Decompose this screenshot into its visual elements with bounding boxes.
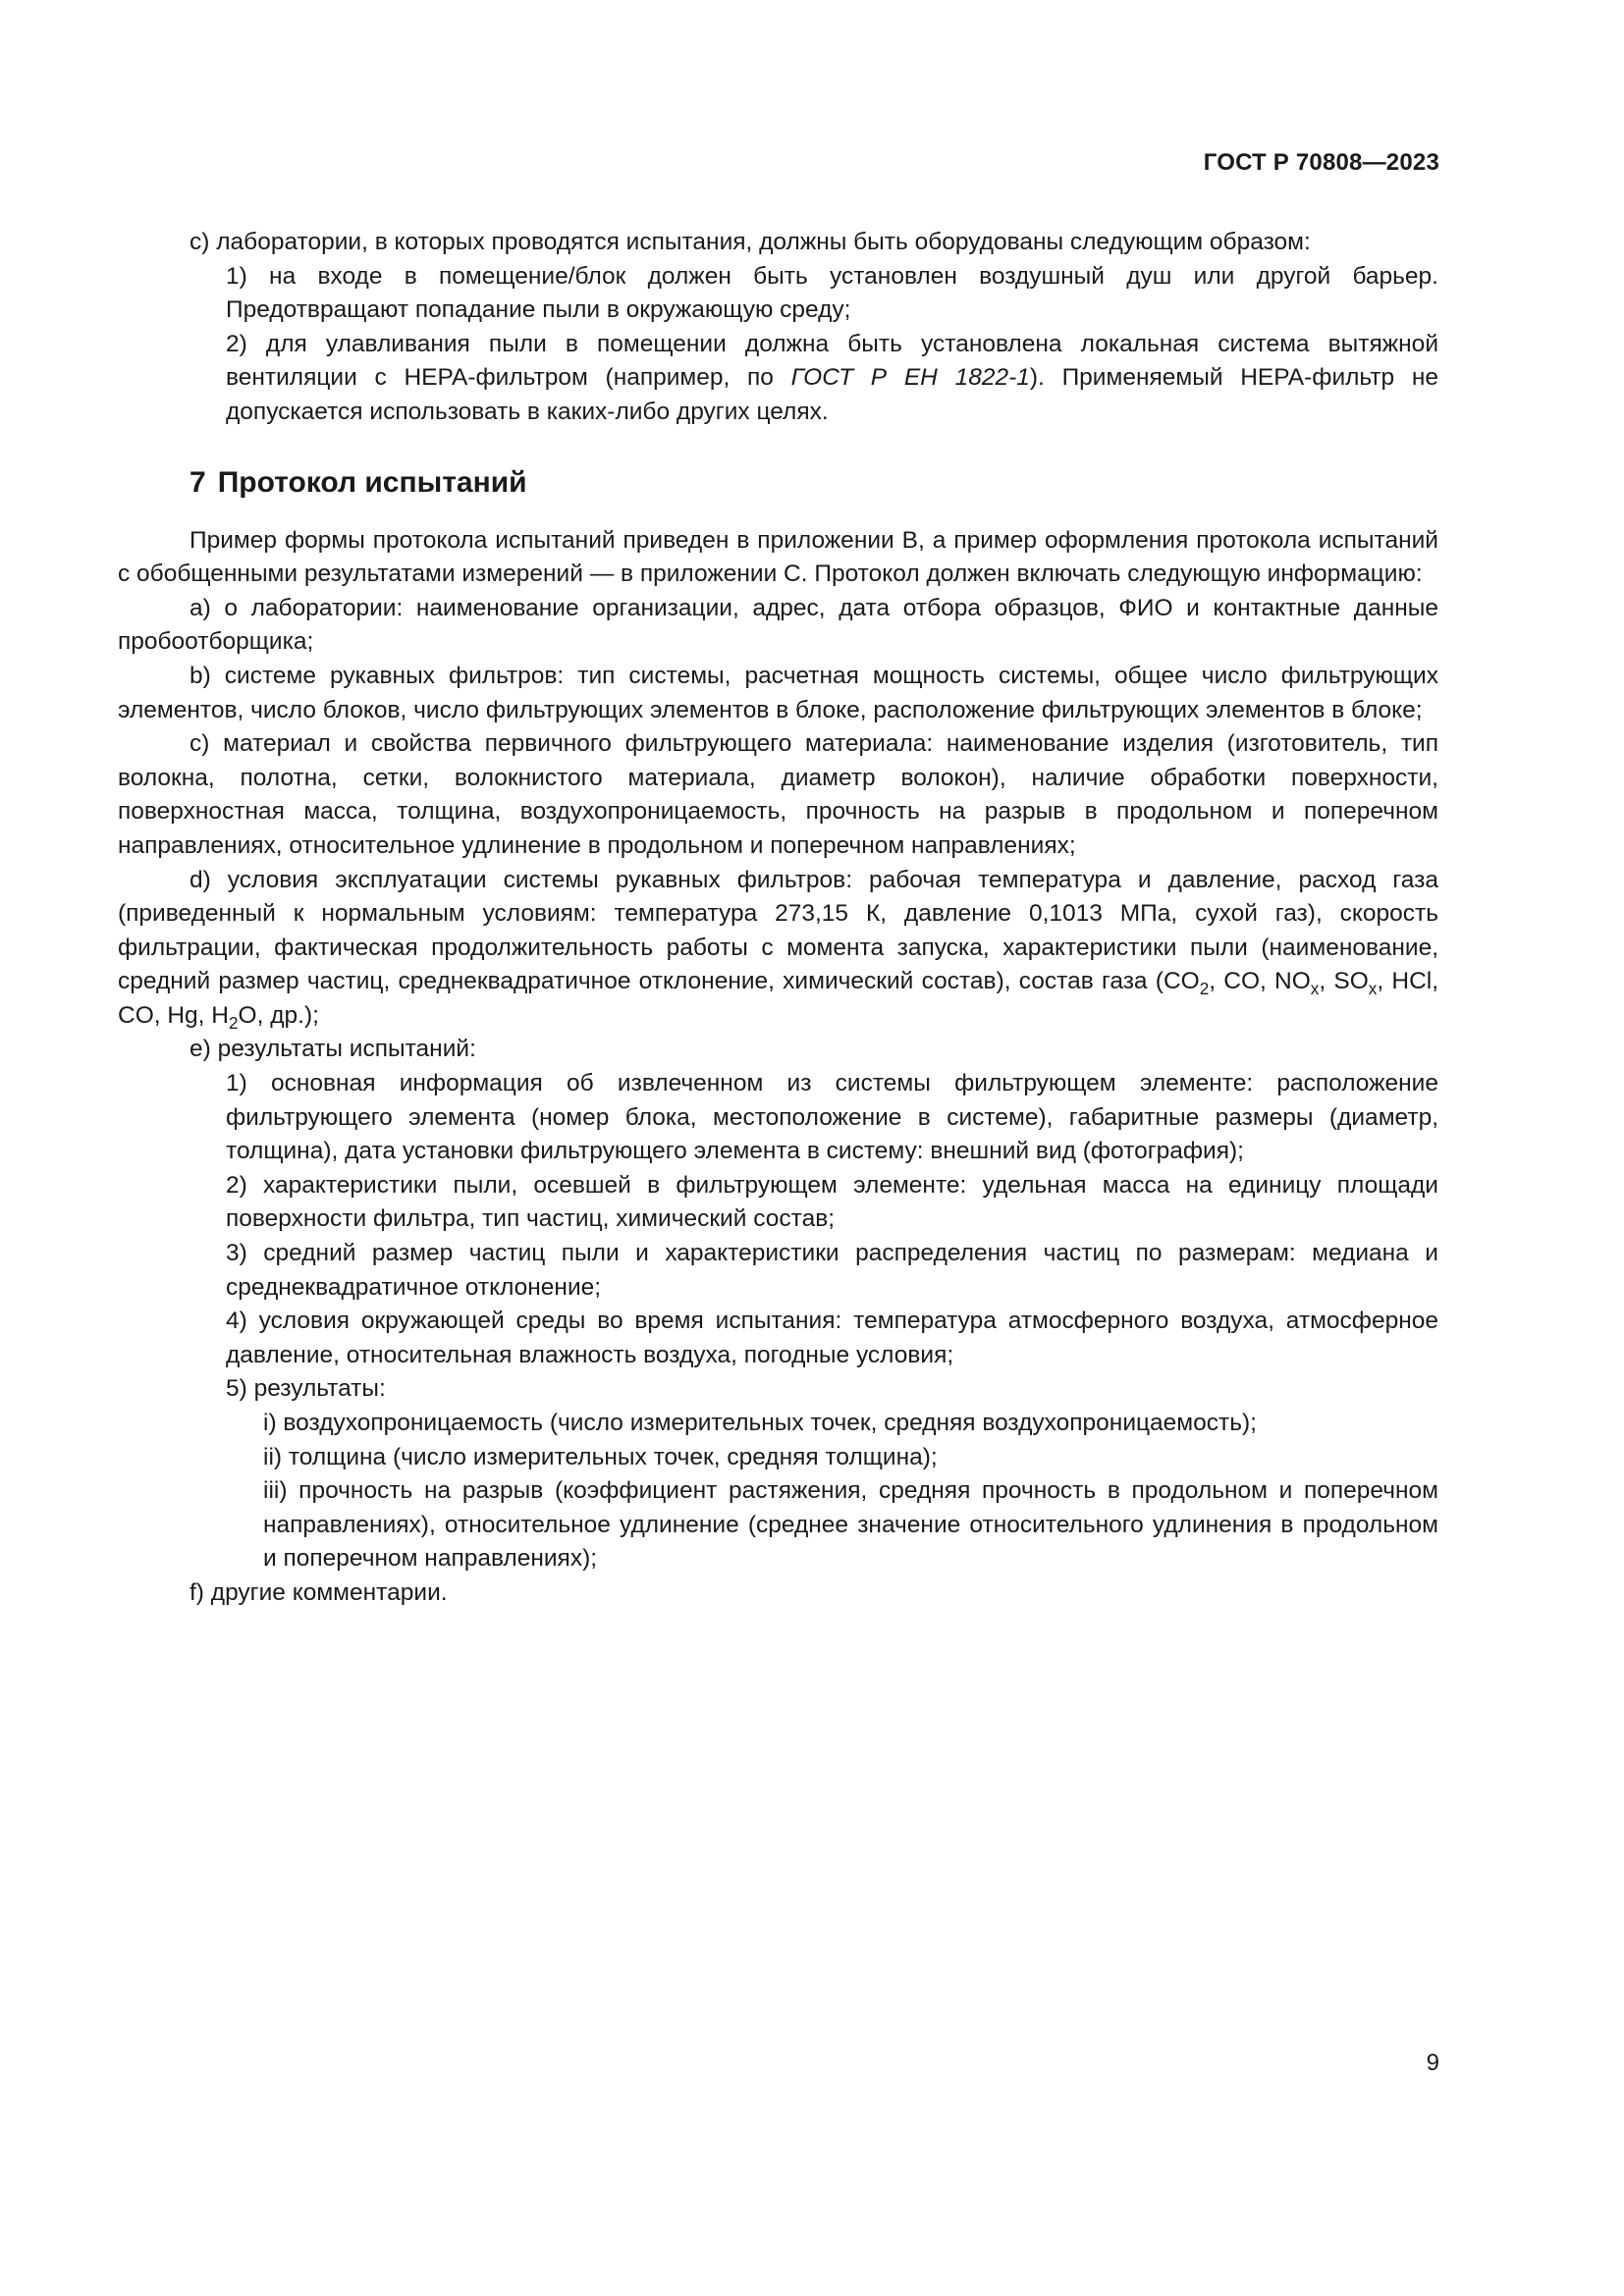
item-e3: 3) средний размер частиц пыли и характеристики распределения частиц по размерам: медиана и среднеквадратичное отклонение; — [226, 1240, 1438, 1301]
item-label: c) — [189, 229, 210, 255]
item-c1-air-shower: 1) на входе в помещение/блок должен быть установлен воздушный душ или другой барьер. Предотвращают попадание пыли в окружающую среду; — [226, 262, 1438, 324]
page-number: 9 — [1426, 2050, 1439, 2076]
page-content — [118, 226, 1438, 1611]
item-b: b) системе рукавных фильтров: тип системы, расчетная мощность системы, общее число фильтрующих элементов, число блоков, число фильтрующих элементов в блоке, расположение фильтрующих элементов в блоке; — [118, 662, 1438, 723]
item-d: d) условия эксплуатации системы рукавных фильтров: рабочая температура и давление, расход газа (приведенный к нормальным условиям: температура 273,15 К, давление 0,1013 МПа, сухой газ), скорость фильтрации, фактическая продолжительность работы с момента запуска, характеристики пыли (наименование, средний размер частиц, среднеквадратичное отклонение, химический состав), состав газа ($CO_2$, CO, $NO_x$, $SO_x$, HCl, CO, Hg, $H_2O$, др.); — [118, 866, 1439, 1033]
paragraph-intro: Пример формы протокола испытаний приведен в приложении B, а пример оформления протокола испытаний с обобщенными результатами измерений — в приложении C. Протокол должен включать следующую информацию: — [118, 526, 1438, 588]
item-e2: 2) характеристики пыли, осевшей в фильтрующем элементе: удельная масса на единицу площади поверхности фильтра, тип частиц, химический состав; — [226, 1171, 1438, 1233]
item-e1: 1) основная информация об извлеченном из системы фильтрующем элементе: расположение фильтрующего элемента (номер блока, местоположение в системе), габаритные размеры (диаметр, толщина), дата установки фильтрующего элемента в систему: внешний вид (фотография); — [226, 1070, 1438, 1165]
item-e5-ii: ii) толщина (число измерительных точек, средняя толщина); — [263, 1443, 938, 1470]
document-id-header: ГОСТ Р 70808—2023 — [1203, 149, 1439, 176]
section-number: 7 — [189, 465, 206, 499]
item-e: e) результаты испытаний: — [189, 1036, 476, 1063]
section-heading — [118, 463, 1438, 503]
item-a: a) о лаборатории: наименование организации, адрес, дата отбора образцов, ФИО и контактные данные пробоотборщика; — [118, 594, 1438, 656]
section-title: Протокол испытаний — [217, 465, 527, 499]
item-f: f) другие комментарии. — [189, 1578, 448, 1606]
item-e5-iii: iii) прочность на разрыв (коэффициент растяжения, средняя прочность в продольном и поперечном направлениях), относительное удлинение (среднее значение относительного удлинения в продольном и поперечном направлениях); — [263, 1477, 1438, 1573]
item-text: лаборатории, в которых проводятся испытания, должны быть оборудованы следующим образом: — [216, 229, 1311, 255]
item-e4: 4) условия окружающей среды во время испытания: температура атмосферного воздуха, атмосферное давление, относительная влажность воздуха, погодные условия; — [226, 1308, 1438, 1368]
item-e5: 5) результаты: — [226, 1375, 386, 1403]
item-c: c) материал и свойства первичного фильтрующего материала: наименование изделия (изготовитель, тип волокна, полотна, сетки, волокнистого материала, диаметр волокон), наличие обработки поверхности, поверхностная масса, толщина, воздухопроницаемость, прочность на разрыв в продольном и поперечном направлениях, относительное удлинение в продольном и поперечном направлениях; — [118, 730, 1438, 859]
item-c-lab-equipment — [118, 226, 1438, 260]
item-e5-i: i) воздухопроницаемость (число измерительных точек, средняя воздухопроницаемость); — [263, 1410, 1257, 1436]
item-c2-ventilation: 2) для улавливания пыли в помещении должна быть установлена локальная система вытяжной вентиляции с HEPA-фильтром (например, по ГОСТ Р ЕН 1822-1). Применяемый HEPA-фильтр не допускается использовать в каких-либо других целях. — [226, 330, 1439, 425]
standard-reference: ГОСТ Р ЕН 1822-1 — [790, 364, 1030, 392]
